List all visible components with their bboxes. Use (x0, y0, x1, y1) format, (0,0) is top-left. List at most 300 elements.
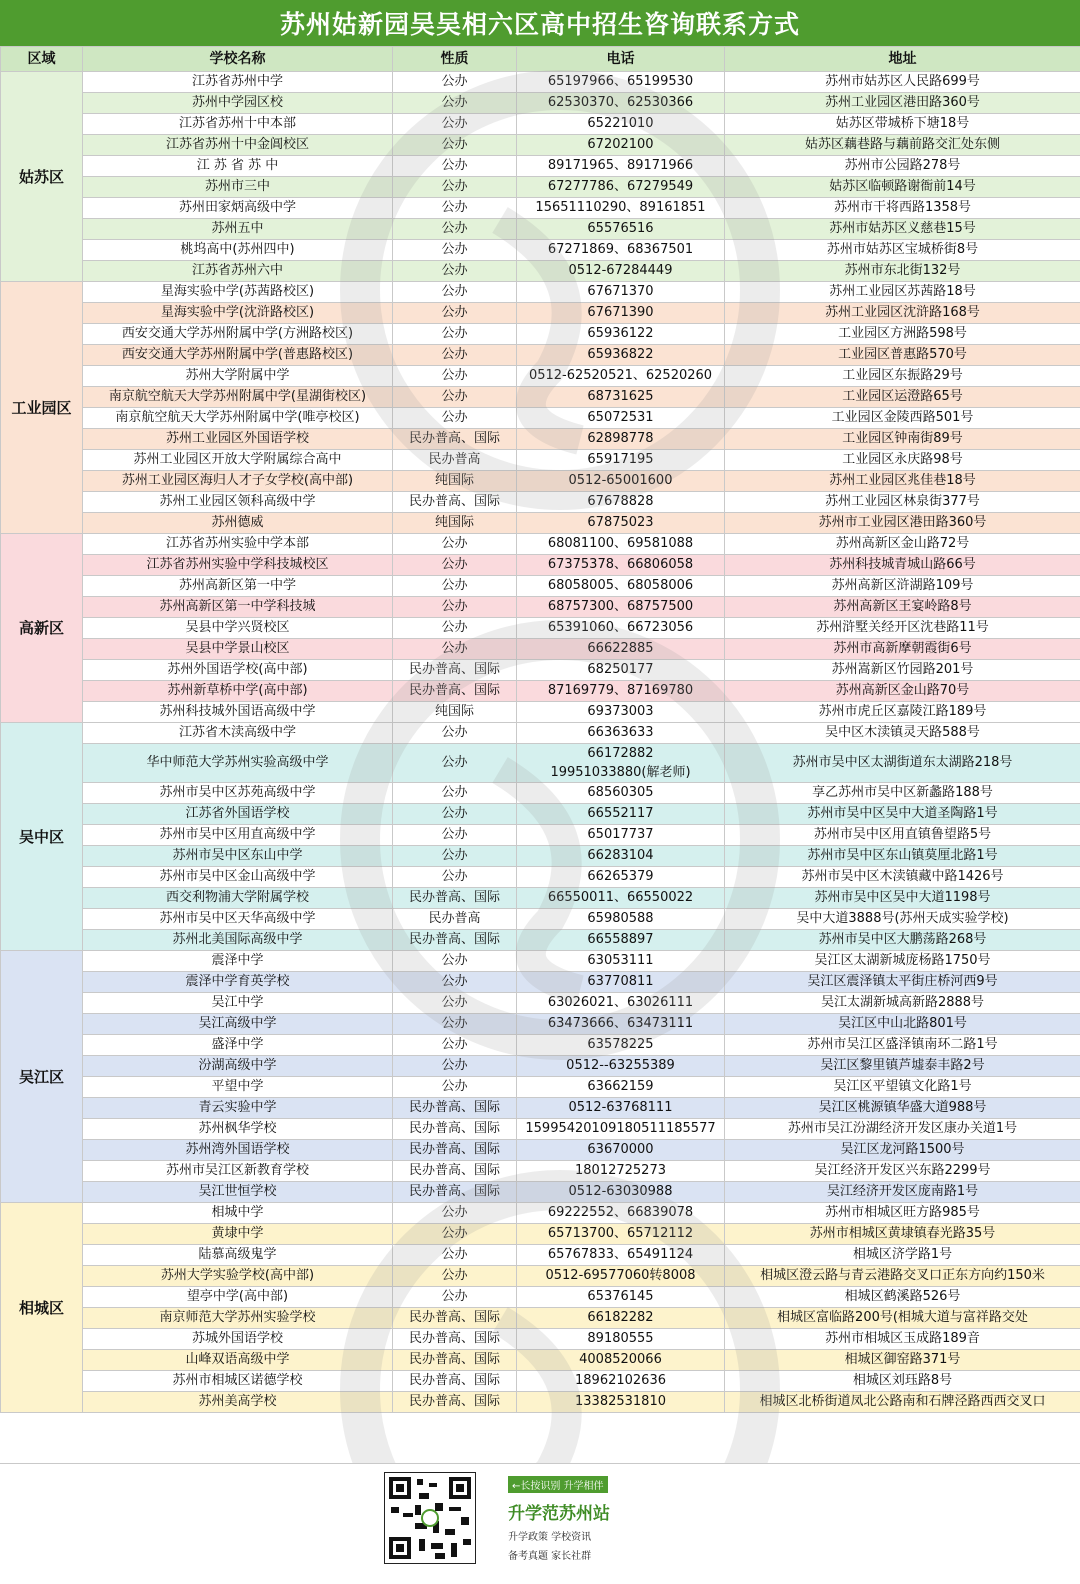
table-row (1, 1329, 1080, 1350)
address-cell: 吴中区木渎镇灵天路588号 (725, 723, 1080, 744)
table-row (1, 1350, 1080, 1371)
address-cell: 相城区鹤溪路526号 (725, 1287, 1080, 1308)
phone-cell: 0512--63255389 (517, 1056, 725, 1077)
school-name-cell: 苏州外国语学校(高中部) (83, 660, 393, 681)
table-row (1, 1287, 1080, 1308)
phone-cell: 68081100、69581088 (517, 534, 725, 555)
address-cell: 苏州市高新摩朝霞街6号 (725, 639, 1080, 660)
table-row (1, 930, 1080, 951)
school-name-cell: 苏州新草桥中学(高中部) (83, 681, 393, 702)
header-type: 性质 (393, 47, 517, 72)
school-type-cell: 民办普高、国际 (393, 888, 517, 909)
phone-cell: 68560305 (517, 783, 725, 804)
school-name-cell: 江 苏 省 苏 中 (83, 156, 393, 177)
address-cell: 吴江区平望镇文化路1号 (725, 1077, 1080, 1098)
address-cell: 苏州市吴中区用直镇鲁望路5号 (725, 825, 1080, 846)
phone-cell: 65713700、65712112 (517, 1224, 725, 1245)
school-name-cell: 苏州工业园区外国语学校 (83, 429, 393, 450)
school-type-cell: 公办 (393, 744, 517, 783)
address-cell: 工业园区运澄路65号 (725, 387, 1080, 408)
school-name-cell: 苏州五中 (83, 219, 393, 240)
address-cell: 工业园区普惠路570号 (725, 345, 1080, 366)
school-name-cell: 青云实验中学 (83, 1098, 393, 1119)
school-name-cell: 江苏省苏州十中金阊校区 (83, 135, 393, 156)
table-row (1, 783, 1080, 804)
phone-cell: 62530370、62530366 (517, 93, 725, 114)
address-cell: 吴江区太湖新城庞杨路1750号 (725, 951, 1080, 972)
phone-cell: 89171965、89171966 (517, 156, 725, 177)
school-name-cell: 苏州高新区第一中学科技城 (83, 597, 393, 618)
school-type-cell: 公办 (393, 618, 517, 639)
school-type-cell: 公办 (393, 303, 517, 324)
address-cell: 苏州高新区浒湖路109号 (725, 576, 1080, 597)
address-cell: 苏州市姑苏区人民路699号 (725, 72, 1080, 93)
school-type-cell: 公办 (393, 1287, 517, 1308)
phone-cell: 67671390 (517, 303, 725, 324)
school-type-cell: 公办 (393, 1077, 517, 1098)
school-name-cell: 吴县中学景山校区 (83, 639, 393, 660)
table-row (1, 723, 1080, 744)
phone-cell: 18012725273 (517, 1161, 725, 1182)
table-row (1, 1245, 1080, 1266)
address-cell: 苏州市吴江汾湖经济开发区康办关道1号 (725, 1119, 1080, 1140)
header-phone: 电话 (517, 47, 725, 72)
school-name-cell: 相城中学 (83, 1203, 393, 1224)
school-type-cell: 公办 (393, 555, 517, 576)
phone-cell: 63662159 (517, 1077, 725, 1098)
school-name-cell: 苏州高新区第一中学 (83, 576, 393, 597)
school-name-cell: 吴江高级中学 (83, 1014, 393, 1035)
address-cell: 相城区济学路1号 (725, 1245, 1080, 1266)
school-name-cell: 华中师范大学苏州实验高级中学 (83, 744, 393, 783)
school-type-cell: 公办 (393, 1266, 517, 1287)
table-row (1, 1056, 1080, 1077)
school-name-cell: 南京航空航天大学苏州附属中学(唯亭校区) (83, 408, 393, 429)
phone-cell: 66552117 (517, 804, 725, 825)
school-name-cell: 平望中学 (83, 1077, 393, 1098)
phone-cell: 65017737 (517, 825, 725, 846)
phone-cell: 67671370 (517, 282, 725, 303)
school-type-cell: 公办 (393, 177, 517, 198)
table-row (1, 429, 1080, 450)
school-name-cell: 苏州美高学校 (83, 1392, 393, 1413)
table-row (1, 534, 1080, 555)
phone-cell: 63473666、63473111 (517, 1014, 725, 1035)
phone-cell: 62898778 (517, 429, 725, 450)
school-name-cell: 南京航空航天大学苏州附属中学(星湖街校区) (83, 387, 393, 408)
school-name-cell: 南京师范大学苏州实验学校 (83, 1308, 393, 1329)
address-cell: 苏州市吴中区东山镇莫厘北路1号 (725, 846, 1080, 867)
school-name-cell: 苏州中学园区校 (83, 93, 393, 114)
table-row (1, 1266, 1080, 1287)
address-cell: 相城区北桥街道凤北公路南和石牌泾路西西交叉口 (725, 1392, 1080, 1413)
address-cell: 工业园区东振路29号 (725, 366, 1080, 387)
table-row (1, 576, 1080, 597)
table-row (1, 702, 1080, 723)
table-row (1, 1119, 1080, 1140)
phone-cell: 65376145 (517, 1287, 725, 1308)
school-name-cell: 江苏省苏州实验中学本部 (83, 534, 393, 555)
address-cell: 苏州市公园路278号 (725, 156, 1080, 177)
contact-table (0, 46, 1080, 1413)
school-type-cell: 公办 (393, 324, 517, 345)
address-cell: 苏州市虎丘区嘉陵江路189号 (725, 702, 1080, 723)
table-row (1, 135, 1080, 156)
school-type-cell: 民办普高 (393, 909, 517, 930)
address-cell: 相城区刘珏路8号 (725, 1371, 1080, 1392)
address-cell: 苏州市吴江区盛泽镇南环二路1号 (725, 1035, 1080, 1056)
phone-cell: 65221010 (517, 114, 725, 135)
address-cell: 苏州市姑苏区义慈巷15号 (725, 219, 1080, 240)
region-cell: 姑苏区 (1, 72, 83, 282)
school-name-cell: 苏州市三中 (83, 177, 393, 198)
school-type-cell: 民办普高、国际 (393, 492, 517, 513)
table-row (1, 93, 1080, 114)
footer (0, 1463, 1080, 1584)
school-type-cell: 民办普高、国际 (393, 1098, 517, 1119)
address-cell: 工业园区金陵西路501号 (725, 408, 1080, 429)
phone-cell: 0512-69577060转8008 (517, 1266, 725, 1287)
phone-cell: 65936122 (517, 324, 725, 345)
school-name-cell: 吴江中学 (83, 993, 393, 1014)
phone-cell: 68058005、68058006 (517, 576, 725, 597)
phone-cell: 0512-63768111 (517, 1098, 725, 1119)
phone-cell: 63578225 (517, 1035, 725, 1056)
phone-cell: 65936822 (517, 345, 725, 366)
address-cell: 苏州高新区金山路70号 (725, 681, 1080, 702)
table-row (1, 471, 1080, 492)
table-row (1, 1308, 1080, 1329)
phone-cell: 63670000 (517, 1140, 725, 1161)
school-type-cell: 纯国际 (393, 471, 517, 492)
table-row (1, 825, 1080, 846)
school-type-cell: 公办 (393, 723, 517, 744)
phone-cell: 67271869、68367501 (517, 240, 725, 261)
phone-cell: 65767833、65491124 (517, 1245, 725, 1266)
school-type-cell: 公办 (393, 639, 517, 660)
address-cell: 苏州高新区金山路72号 (725, 534, 1080, 555)
phone-cell: 67202100 (517, 135, 725, 156)
school-name-cell: 苏州大学附属中学 (83, 366, 393, 387)
school-name-cell: 江苏省木渎高级中学 (83, 723, 393, 744)
school-type-cell: 公办 (393, 1014, 517, 1035)
school-type-cell: 民办普高 (393, 450, 517, 471)
phone-cell: 66182282 (517, 1308, 725, 1329)
school-type-cell: 民办普高、国际 (393, 429, 517, 450)
table-row (1, 387, 1080, 408)
address-cell: 吴江区震泽镇太平街庄桥河西9号 (725, 972, 1080, 993)
school-type-cell: 民办普高、国际 (393, 1392, 517, 1413)
address-cell: 苏州嵩新区竹园路201号 (725, 660, 1080, 681)
address-cell: 吴江太湖新城高新路2888号 (725, 993, 1080, 1014)
phone-cell: 65980588 (517, 909, 725, 930)
school-type-cell: 民办普高、国际 (393, 1161, 517, 1182)
phone-cell: 0512-62520521、62520260 (517, 366, 725, 387)
school-name-cell: 江苏省苏州十中本部 (83, 114, 393, 135)
address-cell: 工业园区永庆路98号 (725, 450, 1080, 471)
table-row (1, 219, 1080, 240)
address-cell: 苏州高新区王宴岭路8号 (725, 597, 1080, 618)
table-row (1, 555, 1080, 576)
table-row (1, 1161, 1080, 1182)
school-name-cell: 苏州枫华学校 (83, 1119, 393, 1140)
address-cell: 相城区富临路200号(相城大道与富祥路交处 (725, 1308, 1080, 1329)
table-row (1, 408, 1080, 429)
phone-cell: 65391060、66723056 (517, 618, 725, 639)
school-name-cell: 山峰双语高级中学 (83, 1350, 393, 1371)
school-name-cell: 汾湖高级中学 (83, 1056, 393, 1077)
table-row (1, 1392, 1080, 1413)
phone-cell: 68757300、68757500 (517, 597, 725, 618)
address-cell: 苏州市吴中区木渎镇藏中路1426号 (725, 867, 1080, 888)
region-cell: 工业园区 (1, 282, 83, 534)
table-row (1, 324, 1080, 345)
phone-cell: 87169779、87169780 (517, 681, 725, 702)
phone-cell: 68250177 (517, 660, 725, 681)
school-type-cell: 公办 (393, 576, 517, 597)
header-row (1, 47, 1080, 72)
address-cell: 苏州市吴中区吴中大道1198号 (725, 888, 1080, 909)
school-name-cell: 苏州北美国际高级中学 (83, 930, 393, 951)
school-name-cell: 震泽中学育英学校 (83, 972, 393, 993)
phone-cell: 66172882 19951033880(解老师) (517, 744, 725, 783)
school-name-cell: 苏州大学实验学校(高中部) (83, 1266, 393, 1287)
phone-cell: 69373003 (517, 702, 725, 723)
school-type-cell: 民办普高、国际 (393, 1119, 517, 1140)
phone-cell: 63053111 (517, 951, 725, 972)
table-row (1, 1077, 1080, 1098)
school-type-cell: 公办 (393, 156, 517, 177)
school-name-cell: 苏州湾外国语学校 (83, 1140, 393, 1161)
header-address: 地址 (725, 47, 1080, 72)
address-cell: 吴江经济开发区兴东路2299号 (725, 1161, 1080, 1182)
phone-cell: 15995420109180511185577 (517, 1119, 725, 1140)
phone-cell: 65072531 (517, 408, 725, 429)
school-name-cell: 苏州工业园区开放大学附属综合高中 (83, 450, 393, 471)
school-name-cell: 江苏省苏州六中 (83, 261, 393, 282)
phone-cell: 4008520066 (517, 1350, 725, 1371)
school-name-cell: 苏城外国语学校 (83, 1329, 393, 1350)
phone-cell: 65197966、65199530 (517, 72, 725, 93)
table-row (1, 846, 1080, 867)
phone-cell: 67375378、66806058 (517, 555, 725, 576)
address-cell: 吴江区桃源镇华盛大道988号 (725, 1098, 1080, 1119)
school-type-cell: 公办 (393, 72, 517, 93)
table-row (1, 744, 1080, 783)
table-row (1, 492, 1080, 513)
phone-cell: 69222552、66839078 (517, 1203, 725, 1224)
school-type-cell: 公办 (393, 282, 517, 303)
table-row (1, 114, 1080, 135)
school-name-cell: 江苏省苏州实验中学科技城校区 (83, 555, 393, 576)
table-row (1, 972, 1080, 993)
table-row (1, 366, 1080, 387)
school-name-cell: 苏州市吴中区用直高级中学 (83, 825, 393, 846)
page-title: 苏州姑新园吴吴相六区高中招生咨询联系方式 (0, 0, 1080, 46)
school-type-cell: 民办普高、国际 (393, 1308, 517, 1329)
school-name-cell: 江苏省外国语学校 (83, 804, 393, 825)
phone-cell: 18962102636 (517, 1371, 725, 1392)
school-type-cell: 公办 (393, 597, 517, 618)
address-cell: 吴江区龙河路1500号 (725, 1140, 1080, 1161)
school-type-cell: 民办普高、国际 (393, 660, 517, 681)
phone-cell: 66265379 (517, 867, 725, 888)
table-row (1, 618, 1080, 639)
phone-cell: 66283104 (517, 846, 725, 867)
school-name-cell: 黄埭中学 (83, 1224, 393, 1245)
table-row (1, 261, 1080, 282)
table-row (1, 198, 1080, 219)
address-cell: 工业园区钟南街89号 (725, 429, 1080, 450)
address-cell: 苏州工业园区兆佳巷18号 (725, 471, 1080, 492)
school-type-cell: 民办普高、国际 (393, 1329, 517, 1350)
table-row (1, 303, 1080, 324)
address-cell: 苏州市吴中区吴中大道圣陶路1号 (725, 804, 1080, 825)
table-row (1, 1014, 1080, 1035)
phone-cell: 67277786、67279549 (517, 177, 725, 198)
school-type-cell: 公办 (393, 1035, 517, 1056)
phone-cell: 66363633 (517, 723, 725, 744)
region-cell: 相城区 (1, 1203, 83, 1413)
table-row (1, 345, 1080, 366)
school-type-cell: 公办 (393, 1224, 517, 1245)
table-row (1, 240, 1080, 261)
school-type-cell: 公办 (393, 951, 517, 972)
address-cell: 吴江区中山北路801号 (725, 1014, 1080, 1035)
school-type-cell: 公办 (393, 219, 517, 240)
address-cell: 相城区御窑路371号 (725, 1350, 1080, 1371)
school-name-cell: 苏州市吴中区东山中学 (83, 846, 393, 867)
school-name-cell: 望亭中学(高中部) (83, 1287, 393, 1308)
school-type-cell: 民办普高、国际 (393, 1182, 517, 1203)
school-type-cell: 纯国际 (393, 513, 517, 534)
school-type-cell: 公办 (393, 114, 517, 135)
table-row (1, 639, 1080, 660)
school-name-cell: 苏州市吴中区金山高级中学 (83, 867, 393, 888)
address-cell: 吴中大道3888号(苏州天成实验学校) (725, 909, 1080, 930)
address-cell: 苏州市相城区黄埭镇春光路35号 (725, 1224, 1080, 1245)
school-name-cell: 苏州科技城外国语高级中学 (83, 702, 393, 723)
phone-cell: 0512-67284449 (517, 261, 725, 282)
address-cell: 姑苏区带城桥下塘18号 (725, 114, 1080, 135)
address-cell: 姑苏区临顿路谢衙前14号 (725, 177, 1080, 198)
school-name-cell: 西安交通大学苏州附属中学(普惠路校区) (83, 345, 393, 366)
table-row (1, 282, 1080, 303)
school-name-cell: 江苏省苏州中学 (83, 72, 393, 93)
school-type-cell: 公办 (393, 1203, 517, 1224)
school-type-cell: 公办 (393, 198, 517, 219)
school-type-cell: 民办普高、国际 (393, 1371, 517, 1392)
school-type-cell: 公办 (393, 1245, 517, 1266)
address-cell: 苏州市东北街132号 (725, 261, 1080, 282)
address-cell: 苏州市吴中区太湖街道东太湖路218号 (725, 744, 1080, 783)
school-name-cell: 苏州工业园区领科高级中学 (83, 492, 393, 513)
address-cell: 苏州市相城区旺方路985号 (725, 1203, 1080, 1224)
school-name-cell: 苏州田家炳高级中学 (83, 198, 393, 219)
address-cell: 姑苏区藕巷路与藕前路交汇处东侧 (725, 135, 1080, 156)
qr-code-icon[interactable] (384, 1472, 476, 1564)
school-type-cell: 民办普高、国际 (393, 681, 517, 702)
phone-cell: 66622885 (517, 639, 725, 660)
header-school: 学校名称 (83, 47, 393, 72)
table-row (1, 993, 1080, 1014)
region-cell: 吴中区 (1, 723, 83, 951)
table-row (1, 1182, 1080, 1203)
phone-cell: 89180555 (517, 1329, 725, 1350)
school-type-cell: 公办 (393, 534, 517, 555)
school-name-cell: 桃坞高中(苏州四中) (83, 240, 393, 261)
brand-name: 升学范苏州站 (508, 1499, 628, 1524)
table-row (1, 660, 1080, 681)
address-cell: 苏州市姑苏区宝城桥街8号 (725, 240, 1080, 261)
region-cell: 高新区 (1, 534, 83, 723)
school-name-cell: 苏州市相城区诺德学校 (83, 1371, 393, 1392)
phone-cell: 15651110290、89161851 (517, 198, 725, 219)
school-type-cell: 公办 (393, 972, 517, 993)
address-cell: 苏州市干将西路1358号 (725, 198, 1080, 219)
school-type-cell: 民办普高、国际 (393, 1350, 517, 1371)
region-cell: 吴江区 (1, 951, 83, 1203)
school-name-cell: 吴江世恒学校 (83, 1182, 393, 1203)
phone-cell: 63770811 (517, 972, 725, 993)
school-type-cell: 公办 (393, 366, 517, 387)
phone-cell: 66550011、66550022 (517, 888, 725, 909)
address-cell: 苏州市工业园区港田路360号 (725, 513, 1080, 534)
school-name-cell: 苏州市吴江区新教育学校 (83, 1161, 393, 1182)
school-name-cell: 苏州工业园区海归人才子女学校(高中部) (83, 471, 393, 492)
school-type-cell: 公办 (393, 846, 517, 867)
school-type-cell: 公办 (393, 240, 517, 261)
table-row (1, 597, 1080, 618)
school-type-cell: 纯国际 (393, 702, 517, 723)
brand-block (508, 1474, 628, 1564)
school-type-cell: 民办普高、国际 (393, 1140, 517, 1161)
phone-cell: 0512-63030988 (517, 1182, 725, 1203)
school-name-cell: 陆慕高级鬼学 (83, 1245, 393, 1266)
school-type-cell: 民办普高、国际 (393, 930, 517, 951)
school-name-cell: 星海实验中学(沈浒路校区) (83, 303, 393, 324)
school-type-cell: 公办 (393, 804, 517, 825)
school-name-cell: 震泽中学 (83, 951, 393, 972)
table-row (1, 513, 1080, 534)
school-type-cell: 公办 (393, 783, 517, 804)
phone-cell: 65576516 (517, 219, 725, 240)
school-type-cell: 公办 (393, 408, 517, 429)
table-row (1, 681, 1080, 702)
table-row (1, 1098, 1080, 1119)
table-row (1, 951, 1080, 972)
school-type-cell: 公办 (393, 345, 517, 366)
brand-tag: ←长按识别 升学相伴 (508, 1476, 608, 1493)
address-cell: 苏州市吴中区大鹏荡路268号 (725, 930, 1080, 951)
phone-cell: 67875023 (517, 513, 725, 534)
table-row (1, 909, 1080, 930)
school-type-cell: 公办 (393, 825, 517, 846)
school-name-cell: 苏州市吴中区天华高级中学 (83, 909, 393, 930)
address-cell: 苏州工业园区苏茜路18号 (725, 282, 1080, 303)
school-type-cell: 公办 (393, 867, 517, 888)
address-cell: 享乙苏州市吴中区新蠡路188号 (725, 783, 1080, 804)
school-type-cell: 公办 (393, 261, 517, 282)
phone-cell: 65917195 (517, 450, 725, 471)
phone-cell: 63026021、63026111 (517, 993, 725, 1014)
address-cell: 相城区澄云路与青云港路交叉口正东方向约150米 (725, 1266, 1080, 1287)
school-type-cell: 公办 (393, 993, 517, 1014)
address-cell: 苏州浒墅关经开区沈巷路11号 (725, 618, 1080, 639)
school-type-cell: 公办 (393, 387, 517, 408)
school-type-cell: 公办 (393, 1056, 517, 1077)
table-row (1, 888, 1080, 909)
